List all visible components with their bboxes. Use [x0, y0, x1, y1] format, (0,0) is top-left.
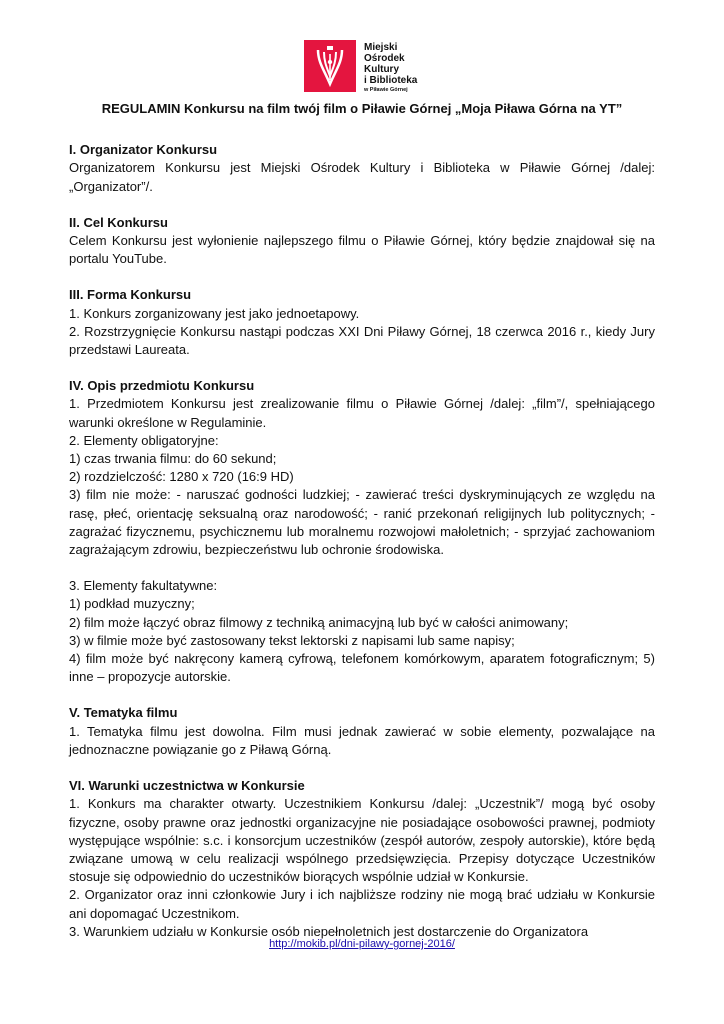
- paragraph: 1) podkład muzyczny;: [69, 596, 195, 612]
- paragraph: 2. Organizator oraz inni członkowie Jury i ich najbliższe rodziny nie mogą brać udziału w Konkursie ani dopomagać Uczestnikom.: [69, 887, 655, 921]
- logo-line: Miejski: [364, 42, 398, 53]
- logo-subline: w Piławie Górnej: [364, 87, 408, 93]
- section-heading: VI. Warunki uczestnictwa w Konkursie: [69, 778, 305, 794]
- paragraph: 1. Konkurs ma charakter otwarty. Uczestnikiem Konkursu /dalej: „Uczestnik”/ mogą być osoby fizyczne, osoby prawne oraz jednostki organizacyjne nie posiadające osobowości prawnej, podmioty występujące wspólnie: s.c. i konsorcjum uczestników (zespół autorów, zespoły autorskie), które będą związane umową w celu realizacji wspólnego przedsięwzięcia. Przepisy dotyczące Uczestników stosuje się odpowiednio do uczestników biorących wspólnie udział w Konkursie.: [69, 796, 655, 885]
- regulation-document: [69, 100, 655, 959]
- section-theme: [69, 704, 655, 759]
- section-organizer: [69, 141, 655, 196]
- paragraph: Organizatorem Konkursu jest Miejski Ośrodek Kultury i Biblioteka w Piławie Górnej /dalej: „Organizator”/.: [69, 160, 655, 194]
- paragraph: 2) rozdzielczość: 1280 x 720 (16:9 HD): [69, 469, 294, 485]
- paragraph: 2. Rozstrzygnięcie Konkursu nastąpi podczas XXI Dni Piławy Górnej, 18 czerwca 2016 r., kiedy Jury przedstawi Laureata.: [69, 323, 655, 358]
- paragraph: 1. Przedmiotem Konkursu jest zrealizowanie filmu o Piławie Górnej /dalej: „film”/, spełniającego warunki określone w Regulaminie.: [69, 396, 655, 430]
- section-participation: [69, 777, 655, 941]
- logo-line: i Biblioteka: [364, 75, 418, 86]
- page-footer: [0, 938, 724, 950]
- paragraph: 2. Elementy obligatoryjne:: [69, 432, 219, 448]
- paragraph: 3) w filmie może być zastosowany tekst lektorski z napisami lub same napisy;: [69, 632, 515, 648]
- section-heading: I. Organizator Konkursu: [69, 142, 218, 158]
- paragraph: 1. Konkurs zorganizowany jest jako jednoetapowy.: [69, 305, 360, 321]
- footer-link[interactable]: http://mokib.pl/dni-pilawy-gornej-2016/: [269, 938, 455, 950]
- paragraph: 3. Warunkiem udziału w Konkursie osób niepełnoletnich jest dostarczenie do Organizatora: [69, 923, 589, 939]
- section-form: [69, 286, 655, 359]
- paragraph: 3. Elementy fakultatywne:: [69, 578, 218, 594]
- section-goal: [69, 214, 655, 269]
- paragraph: Celem Konkursu jest wyłonienie najlepszego filmu o Piławie Górnej, który będzie znajdował się na portalu YouTube.: [69, 233, 655, 267]
- paragraph: 1. Tematyka filmu jest dowolna. Film musi jednak zawierać w sobie elementy, pozwalające na jednoznaczne powiązanie go z Piławą Górną.: [69, 723, 655, 757]
- paragraph: 1) czas trwania filmu: do 60 sekund;: [69, 451, 277, 467]
- paragraph: 3) film nie może: - naruszać godności ludzkiej; - zawierać treści dyskryminujących ze względu na rasę, płeć, orientację seksualną oraz narodowość; - ranić przekonań religijnych lub politycznych; - zagrażać fizycznemu, psychicznemu lub moralnemu rozwojowi małoletnich; - sprzyjać zachowaniom zagrażającym zdrowiu, bezpieczeństwu lub ochronie środowiska.: [69, 487, 655, 558]
- document-title: REGULAMIN Konkursu na film twój film o Piławie Górnej „Moja Piława Górna na YT”: [101, 101, 623, 116]
- section-subject: [69, 377, 655, 686]
- section-heading: II. Cel Konkursu: [69, 214, 168, 230]
- logo-line: Ośrodek: [364, 53, 405, 64]
- logo-line: Kultury: [364, 64, 399, 75]
- section-heading: V. Tematyka filmu: [69, 705, 178, 721]
- paragraph: 2) film może łączyć obraz filmowy z techniką animacyjną lub być w całości animowany;: [69, 614, 569, 630]
- logo-wordmark: [364, 42, 417, 94]
- fountain-pen-nib-icon: [304, 40, 356, 92]
- section-heading: III. Forma Konkursu: [69, 287, 192, 303]
- paragraph: 4) film może być nakręcony kamerą cyfrową, telefonem komórkowym, aparatem fotograficznym; 5) inne – propozycje autorskie.: [69, 651, 655, 685]
- organizer-logo: [304, 40, 417, 94]
- section-heading: IV. Opis przedmiotu Konkursu: [69, 378, 255, 394]
